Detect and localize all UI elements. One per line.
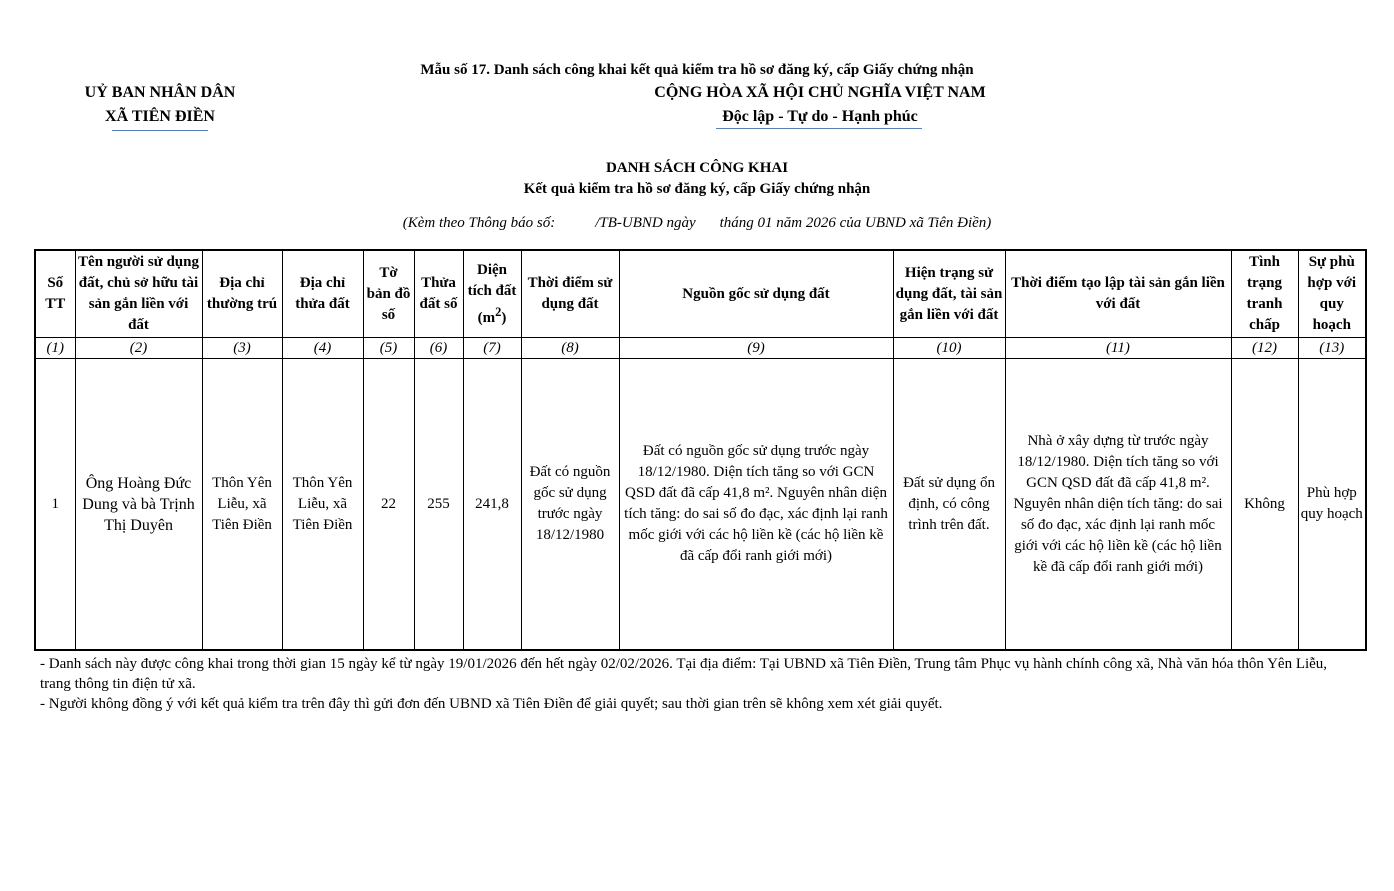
- cell-area: 241,8: [463, 359, 521, 651]
- header-row: [35, 250, 1366, 338]
- header-cell: Thời điểm tạo lập tài sản gắn liền với đất: [1005, 250, 1231, 338]
- list-title: DANH SÁCH CÔNG KHAI: [605, 160, 789, 176]
- cell-dispute-status: Không: [1231, 359, 1298, 651]
- cell-planning-compliance: Phù hợp quy hoạch: [1298, 359, 1366, 651]
- column-number: (1): [35, 338, 75, 359]
- column-number: (8): [521, 338, 619, 359]
- column-number: (5): [363, 338, 414, 359]
- area-unit-close: ): [501, 309, 507, 326]
- list-subtitle: Kết quả kiểm tra hồ sơ đăng ký, cấp Giấy chứng nhận: [523, 181, 871, 197]
- notes: [40, 654, 1360, 714]
- reference-part-3: tháng 01 năm 2026 của UBND xã Tiên Điền): [719, 215, 992, 231]
- cell-asset-creation: Nhà ở xây dựng từ trước ngày 18/12/1980. Diện tích tăng so với GCN QSD đất đã cấp 41,8 m². Nguyên nhân diện tích tăng: do sai số đo đạc, xác định lại ranh mốc giới với các hộ liền kề (các hộ liền kề đã cấp đổi ranh giới mới): [1005, 359, 1231, 651]
- cell-residence-address: Thôn Yên Liễu, xã Tiên Điền: [202, 359, 282, 651]
- cell-index: 1: [35, 359, 75, 651]
- cell-parcel-number: 255: [414, 359, 463, 651]
- column-number: (2): [75, 338, 202, 359]
- header-cell: Địa chỉ thửa đất: [282, 250, 363, 338]
- column-number: (9): [619, 338, 893, 359]
- cell-land-origin: Đất có nguồn gốc sử dụng trước ngày 18/12/1980. Diện tích tăng so với GCN QSD đất đã cấp 41,8 m². Nguyên nhân diện tích tăng: do sai số đo đạc, xác định lại ranh mốc giới với các hộ liền kề (các hộ liền kề đã cấp đổi ranh giới mới): [619, 359, 893, 651]
- issuer-line-2: XÃ TIÊN ĐIỀN: [105, 108, 215, 125]
- header-cell: Thửa đất số: [414, 250, 463, 338]
- cell-owner-name: Ông Hoàng Đức Dung và bà Trịnh Thị Duyên: [75, 359, 202, 651]
- results-table: [34, 249, 1367, 651]
- cell-parcel-address: Thôn Yên Liễu, xã Tiên Điền: [282, 359, 363, 651]
- national-motto: Độc lập - Tự do - Hạnh phúc: [722, 108, 918, 125]
- header-cell: Tình trạng tranh chấp: [1231, 250, 1298, 338]
- note-item: - Người không đồng ý với kết quả kiểm tra trên đây thì gửi đơn đến UBND xã Tiên Điền để giải quyết; sau thời gian trên sẽ không xem xét giải quyết.: [40, 696, 943, 712]
- table-row: [35, 359, 1366, 651]
- column-number: (13): [1298, 338, 1366, 359]
- issuer-line-1: UỶ BAN NHÂN DÂN: [84, 84, 236, 101]
- column-number: (4): [282, 338, 363, 359]
- header-cell: Hiện trạng sử dụng đất, tài sản gắn liền với đất: [893, 250, 1005, 338]
- cell-usage-start: Đất có nguồn gốc sử dụng trước ngày 18/12/1980: [521, 359, 619, 651]
- column-number-row: [35, 338, 1366, 359]
- header-cell: Địa chỉ thường trú: [202, 250, 282, 338]
- header-cell: Nguồn gốc sử dụng đất: [619, 250, 893, 338]
- column-number: (12): [1231, 338, 1298, 359]
- header-cell-area: [463, 250, 521, 338]
- reference-line: [0, 215, 1394, 232]
- header-cell: Thời điểm sử dụng đất: [521, 250, 619, 338]
- area-header-label: Diện tích đất (m: [467, 261, 517, 326]
- issuer-underline: [112, 130, 208, 131]
- column-number: (7): [463, 338, 521, 359]
- column-number: (3): [202, 338, 282, 359]
- header-cell: Tên người sử dụng đất, chủ sở hữu tài sản gắn liền với đất: [75, 250, 202, 338]
- column-number: (6): [414, 338, 463, 359]
- motto-underline: [716, 128, 922, 129]
- header-cell: Số TT: [35, 250, 75, 338]
- reference-part-1: (Kèm theo Thông báo số:: [402, 215, 556, 231]
- cell-current-status: Đất sử dụng ổn định, có công trình trên đất.: [893, 359, 1005, 651]
- national-title: CỘNG HÒA XÃ HỘI CHỦ NGHĨA VIỆT NAM: [654, 84, 986, 101]
- column-number: (11): [1005, 338, 1231, 359]
- column-number: (10): [893, 338, 1005, 359]
- note-item: - Danh sách này được công khai trong thời gian 15 ngày kể từ ngày 19/01/2026 đến hết ngày 02/02/2026. Tại địa điểm: Tại UBND xã Tiên Điền, Trung tâm Phục vụ hành chính công xã, Nhà văn hóa thôn Yên Liễu, trang thông tin điện tử xã.: [40, 656, 1328, 692]
- reference-part-2: /TB-UBND ngày: [595, 215, 696, 231]
- header-cell: Sự phù hợp với quy hoạch: [1298, 250, 1366, 338]
- header-cell: Tờ bản đồ số: [363, 250, 414, 338]
- area-unit-superscript: 2: [495, 304, 502, 319]
- form-title: Mẫu số 17. Danh sách công khai kết quả kiểm tra hồ sơ đăng ký, cấp Giấy chứng nhận: [420, 62, 974, 78]
- cell-map-sheet: 22: [363, 359, 414, 651]
